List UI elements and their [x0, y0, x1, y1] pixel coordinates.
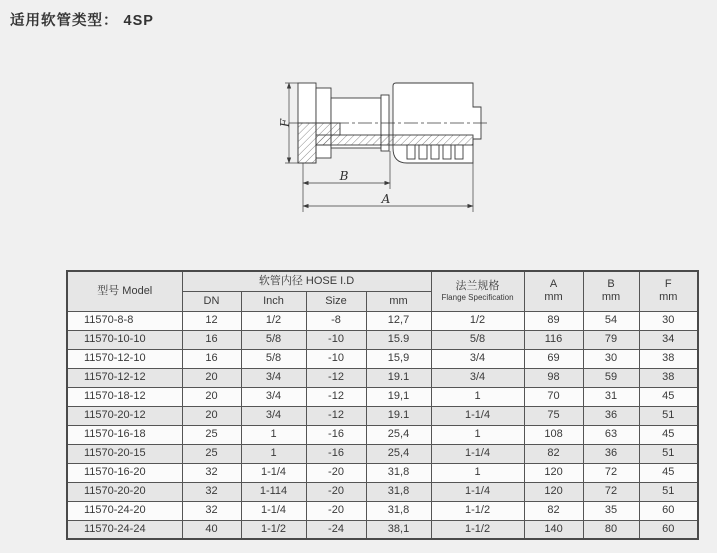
- dim-label-a: A: [381, 192, 391, 206]
- col-header-mm: mm: [366, 291, 431, 311]
- table-row: [67, 406, 698, 425]
- value-cell: 32: [182, 463, 241, 482]
- table-row: [67, 425, 698, 444]
- model-cell: 11570-16-18: [67, 425, 182, 444]
- value-cell: 38: [639, 368, 698, 387]
- value-cell: -8: [306, 311, 366, 330]
- model-cell: 11570-20-20: [67, 482, 182, 501]
- value-cell: 120: [524, 482, 583, 501]
- fitting-technical-drawing: [255, 50, 505, 220]
- value-cell: -10: [306, 330, 366, 349]
- col-header-model: 型号 Model: [67, 271, 182, 311]
- col-header-flange: [431, 271, 524, 311]
- value-cell: 1/2: [431, 311, 524, 330]
- model-cell: 11570-12-10: [67, 349, 182, 368]
- col-header-a: A mm: [524, 271, 583, 311]
- value-cell: 40: [182, 520, 241, 539]
- value-cell: 36: [583, 406, 639, 425]
- value-cell: 140: [524, 520, 583, 539]
- value-cell: 20: [182, 368, 241, 387]
- value-cell: 20: [182, 387, 241, 406]
- value-cell: -24: [306, 520, 366, 539]
- model-cell: 11570-18-12: [67, 387, 182, 406]
- value-cell: 1-1/2: [431, 520, 524, 539]
- value-cell: 1-1/2: [241, 520, 306, 539]
- table-row: [67, 368, 698, 387]
- table-row: [67, 330, 698, 349]
- value-cell: -20: [306, 463, 366, 482]
- value-cell: 19.1: [366, 368, 431, 387]
- value-cell: 89: [524, 311, 583, 330]
- value-cell: 51: [639, 482, 698, 501]
- value-cell: 72: [583, 482, 639, 501]
- value-cell: 36: [583, 444, 639, 463]
- flange-header-cn: 法兰规格: [455, 279, 500, 292]
- value-cell: 3/4: [241, 387, 306, 406]
- value-cell: 15,9: [366, 349, 431, 368]
- value-cell: -12: [306, 368, 366, 387]
- value-cell: 59: [583, 368, 639, 387]
- table-row: [67, 444, 698, 463]
- value-cell: 19.1: [366, 406, 431, 425]
- value-cell: 1: [431, 425, 524, 444]
- spec-table-header: [67, 271, 698, 311]
- table-row: [67, 482, 698, 501]
- value-cell: 12: [182, 311, 241, 330]
- value-cell: 1-1/4: [241, 501, 306, 520]
- value-cell: 38,1: [366, 520, 431, 539]
- value-cell: 45: [639, 387, 698, 406]
- spec-table: [66, 270, 699, 540]
- socket-rib-teeth: [407, 145, 463, 159]
- model-cell: 11570-24-20: [67, 501, 182, 520]
- table-row: [67, 311, 698, 330]
- value-cell: 25: [182, 444, 241, 463]
- table-row: [67, 463, 698, 482]
- value-cell: -20: [306, 482, 366, 501]
- value-cell: 72: [583, 463, 639, 482]
- value-cell: -12: [306, 406, 366, 425]
- value-cell: -12: [306, 387, 366, 406]
- value-cell: 70: [524, 387, 583, 406]
- value-cell: 75: [524, 406, 583, 425]
- value-cell: 51: [639, 444, 698, 463]
- value-cell: 31: [583, 387, 639, 406]
- value-cell: 1-1/4: [431, 444, 524, 463]
- value-cell: 79: [583, 330, 639, 349]
- value-cell: 1-114: [241, 482, 306, 501]
- value-cell: 82: [524, 444, 583, 463]
- dim-label-f: F: [278, 118, 292, 128]
- table-row: [67, 520, 698, 539]
- value-cell: 80: [583, 520, 639, 539]
- value-cell: 54: [583, 311, 639, 330]
- value-cell: 45: [639, 463, 698, 482]
- value-cell: 16: [182, 349, 241, 368]
- table-row: [67, 349, 698, 368]
- model-cell: 11570-8-8: [67, 311, 182, 330]
- table-row: [67, 387, 698, 406]
- value-cell: 1: [431, 387, 524, 406]
- value-cell: 1: [241, 425, 306, 444]
- value-cell: 5/8: [431, 330, 524, 349]
- col-header-dn: DN: [182, 291, 241, 311]
- value-cell: 1: [431, 463, 524, 482]
- value-cell: 19,1: [366, 387, 431, 406]
- value-cell: 98: [524, 368, 583, 387]
- model-cell: 11570-10-10: [67, 330, 182, 349]
- value-cell: 31,8: [366, 482, 431, 501]
- value-cell: 1-1/4: [241, 463, 306, 482]
- value-cell: -20: [306, 501, 366, 520]
- value-cell: 3/4: [431, 368, 524, 387]
- value-cell: 63: [583, 425, 639, 444]
- value-cell: -16: [306, 444, 366, 463]
- value-cell: 45: [639, 425, 698, 444]
- value-cell: 1-1/4: [431, 406, 524, 425]
- value-cell: 69: [524, 349, 583, 368]
- value-cell: 3/4: [431, 349, 524, 368]
- col-header-f: F mm: [639, 271, 698, 311]
- page-title: 适用软管类型： 4SP: [10, 13, 154, 29]
- value-cell: 31,8: [366, 463, 431, 482]
- value-cell: 60: [639, 501, 698, 520]
- value-cell: 15.9: [366, 330, 431, 349]
- value-cell: 1-1/2: [431, 501, 524, 520]
- value-cell: 30: [583, 349, 639, 368]
- table-row: [67, 501, 698, 520]
- value-cell: 1: [241, 444, 306, 463]
- value-cell: 12,7: [366, 311, 431, 330]
- col-header-inch: Inch: [241, 291, 306, 311]
- value-cell: 5/8: [241, 349, 306, 368]
- model-cell: 11570-16-20: [67, 463, 182, 482]
- value-cell: 25,4: [366, 444, 431, 463]
- value-cell: 51: [639, 406, 698, 425]
- value-cell: 35: [583, 501, 639, 520]
- value-cell: 82: [524, 501, 583, 520]
- col-header-b: B mm: [583, 271, 639, 311]
- value-cell: 5/8: [241, 330, 306, 349]
- value-cell: 1/2: [241, 311, 306, 330]
- value-cell: 38: [639, 349, 698, 368]
- value-cell: 116: [524, 330, 583, 349]
- col-header-hose-id: 软管内径 HOSE I.D: [182, 271, 431, 291]
- value-cell: 120: [524, 463, 583, 482]
- value-cell: 3/4: [241, 406, 306, 425]
- model-cell: 11570-20-12: [67, 406, 182, 425]
- value-cell: 108: [524, 425, 583, 444]
- flange-header-en: Flange Specification: [441, 292, 514, 302]
- col-header-size: Size: [306, 291, 366, 311]
- value-cell: 3/4: [241, 368, 306, 387]
- dim-label-b: B: [339, 169, 349, 183]
- spec-table-body: [67, 311, 698, 539]
- model-cell: 11570-24-24: [67, 520, 182, 539]
- value-cell: 20: [182, 406, 241, 425]
- value-cell: 32: [182, 501, 241, 520]
- model-cell: 11570-20-15: [67, 444, 182, 463]
- value-cell: 1-1/4: [431, 482, 524, 501]
- value-cell: -10: [306, 349, 366, 368]
- value-cell: 25,4: [366, 425, 431, 444]
- value-cell: -16: [306, 425, 366, 444]
- value-cell: 60: [639, 520, 698, 539]
- model-cell: 11570-12-12: [67, 368, 182, 387]
- value-cell: 34: [639, 330, 698, 349]
- value-cell: 25: [182, 425, 241, 444]
- value-cell: 31,8: [366, 501, 431, 520]
- value-cell: 32: [182, 482, 241, 501]
- value-cell: 16: [182, 330, 241, 349]
- value-cell: 30: [639, 311, 698, 330]
